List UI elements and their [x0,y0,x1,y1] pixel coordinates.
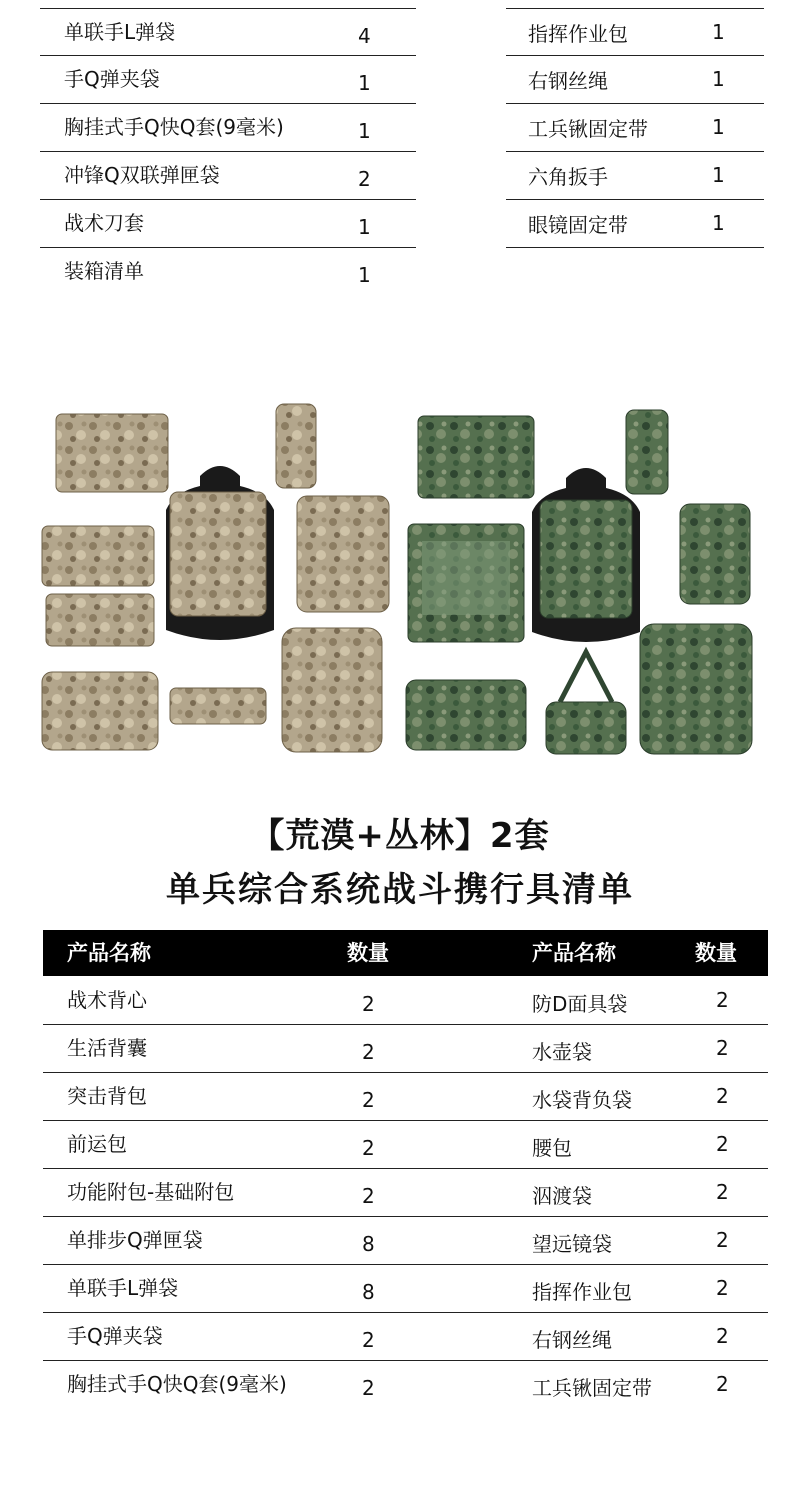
item-qty: 2 [362,1088,375,1112]
jungle-assault-backpack [680,504,750,604]
item-qty: 2 [716,1132,729,1156]
item-qty: 1 [358,215,371,239]
header-product-name: 产品名称 [67,941,151,965]
table-header [43,930,768,976]
jungle-pouch-lining [422,541,510,615]
table-row [43,1024,768,1073]
table-row [43,1312,768,1361]
item-qty: 2 [716,1036,729,1060]
table-row [43,1120,768,1169]
item-name: 工兵锹固定带 [532,1376,652,1400]
jungle-hydration-pack [626,410,668,494]
item-qty: 2 [716,1324,729,1348]
desert-messenger-bag [56,414,168,492]
desert-waist-pack [170,688,266,724]
item-name: 水袋背负袋 [532,1088,632,1112]
item-name: 六角扳手 [528,165,608,189]
item-name: 战术刀套 [64,211,144,235]
item-qty: 2 [716,1276,729,1300]
item-qty: 1 [712,211,725,235]
desert-open-pouch [46,594,154,646]
table-row [43,1072,768,1121]
item-qty: 2 [716,1228,729,1252]
table-row [40,199,764,247]
desert-set [42,404,389,752]
table-row [40,151,764,199]
item-name: 突击背包 [67,1084,147,1108]
item-qty: 1 [358,119,371,143]
jungle-waist-pack [546,702,626,754]
item-name: 泅渡袋 [532,1184,592,1208]
table-row [40,55,764,103]
item-qty: 4 [358,24,371,48]
item-qty: 8 [362,1232,375,1256]
item-name: 工兵锹固定带 [528,117,648,141]
desert-open-pouch [42,526,154,586]
item-qty: 2 [362,1376,375,1400]
item-qty: 2 [716,1372,729,1396]
desert-rucksack [282,628,382,752]
item-qty: 1 [712,67,725,91]
jungle-rucksack [640,624,752,754]
item-qty: 2 [716,1084,729,1108]
table-row [40,103,764,151]
item-qty: 2 [716,988,729,1012]
item-name: 单联手L弹袋 [67,1276,179,1300]
item-name: 腰包 [532,1136,572,1160]
desert-tactical-vest [170,492,266,616]
page-subtitle: 单兵综合系统战斗携行具清单 [166,870,634,910]
item-name: 手Q弹夹袋 [67,1324,163,1348]
item-qty: 2 [716,1180,729,1204]
item-qty: 2 [362,1136,375,1160]
item-qty: 2 [362,1328,375,1352]
item-qty: 2 [358,167,371,191]
item-qty: 1 [712,163,725,187]
desert-assault-backpack [297,496,389,612]
item-name: 战术背心 [67,988,147,1012]
item-qty: 1 [712,20,725,44]
product-gallery [40,396,768,766]
item-name: 指挥作业包 [532,1280,632,1304]
table-row [40,8,764,56]
item-name: 水壶袋 [532,1040,592,1064]
item-name: 右钢丝绳 [532,1328,612,1352]
item-qty: 2 [362,992,375,1016]
jungle-set [406,410,752,754]
item-name: 手Q弹夹袋 [64,67,160,91]
table-row [43,1216,768,1265]
item-name: 单联手L弹袋 [64,20,176,44]
page-title: 【荒漠+丛林】2套 [250,816,550,856]
item-name: 望远镜袋 [532,1232,612,1256]
item-name: 装箱清单 [64,259,144,283]
item-qty: 8 [362,1280,375,1304]
item-name: 冲锋Q双联弹匣袋 [64,163,220,187]
table-row [40,247,764,295]
item-name: 单排步Q弹匣袋 [67,1228,203,1252]
desert-duffel-bag [42,672,158,750]
jungle-tactical-vest [540,500,632,618]
item-name: 前运包 [67,1132,127,1156]
item-qty: 1 [358,263,371,287]
item-name: 眼镜固定带 [528,213,628,237]
item-qty: 2 [362,1184,375,1208]
gear-photo-collage [40,396,768,766]
item-name: 胸挂式手Q快Q套(9毫米) [67,1372,287,1396]
desert-hydration-pack [276,404,316,488]
item-qty: 1 [358,71,371,95]
jungle-duffel-bag [406,680,526,750]
header-product-name: 产品名称 [532,941,616,965]
item-qty: 2 [362,1040,375,1064]
table-row [43,976,768,1025]
table-row [43,1360,768,1408]
item-name: 功能附包-基础附包 [67,1180,235,1204]
item-name: 生活背囊 [67,1036,147,1060]
item-name: 右钢丝绳 [528,69,608,93]
jungle-messenger-bag [418,416,534,498]
table-row [43,1168,768,1217]
header-quantity: 数量 [347,941,389,965]
item-name: 防D面具袋 [532,992,628,1016]
header-quantity: 数量 [695,941,737,965]
item-name: 指挥作业包 [528,22,628,46]
item-qty: 1 [712,115,725,139]
table-row [43,1264,768,1313]
item-name: 胸挂式手Q快Q套(9毫米) [64,115,284,139]
jungle-waist-strap [560,652,612,702]
